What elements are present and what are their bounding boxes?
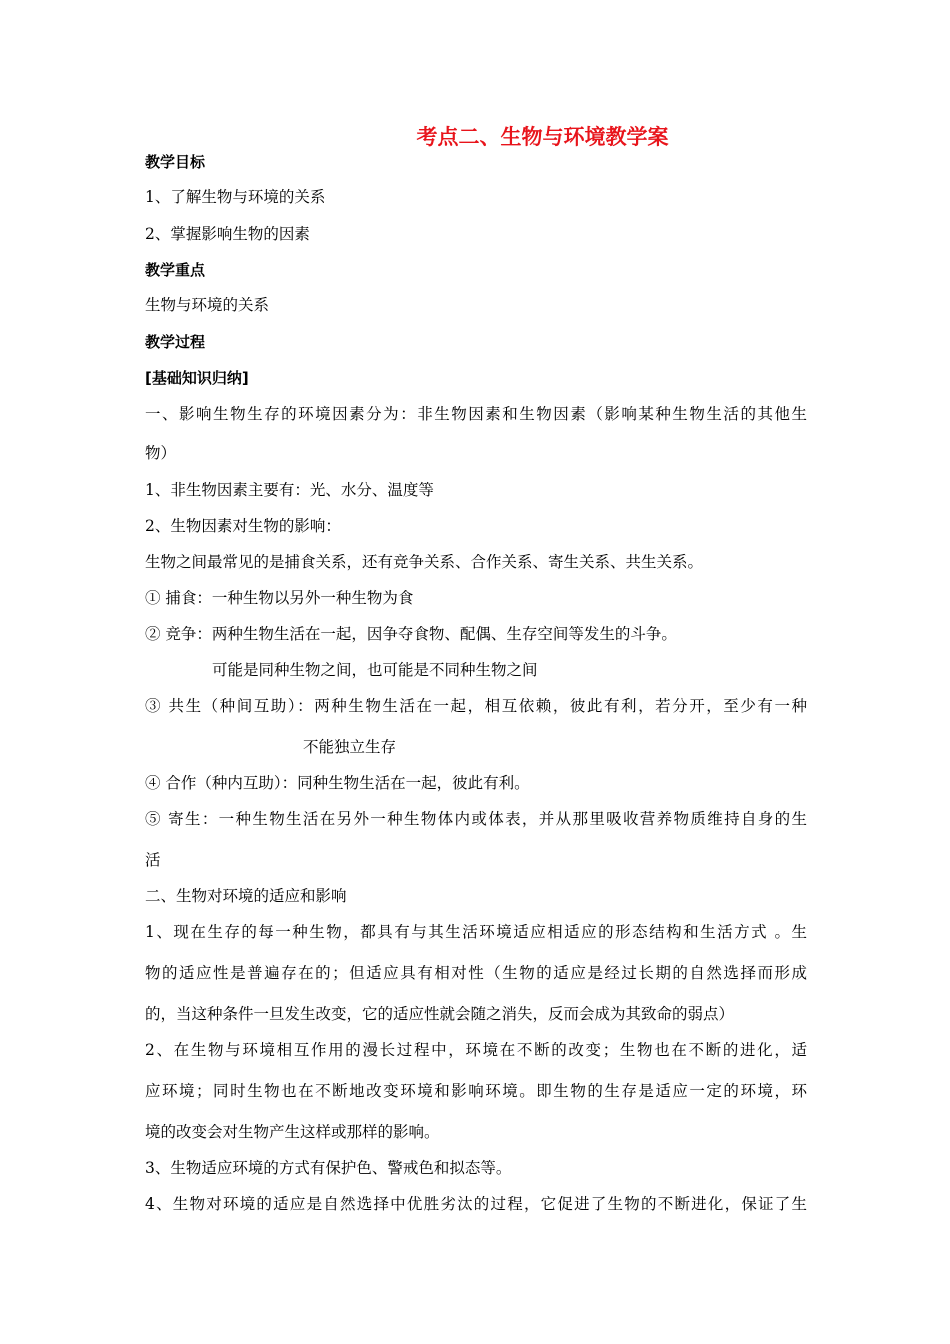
adaptation-p4-line-1: 4、生物对环境的适应是自然选择中优胜劣汰的过程，它促进了生物的不断进化，保证了生	[145, 1195, 807, 1213]
basics-heading: [基础知识归纳]	[145, 369, 249, 387]
factors-intro-line-2: 物）	[145, 444, 177, 462]
key-points-text: 生物与环境的关系	[145, 296, 270, 314]
adaptation-p3: 3、生物适应环境的方式有保护色、警戒色和拟态等。	[145, 1159, 512, 1177]
adaptation-p2-line-3: 境的改变会对生物产生这样或那样的影响。	[145, 1123, 440, 1141]
adaptation-p1-line-2: 物的适应性是普遍存在的；但适应具有相对性（生物的适应是经过长期的自然选择而形成	[145, 964, 807, 982]
parasitism-item: ⑤ 寄生：一种生物生活在另外一种生物体内或体表，并从那里吸收营养物质维持自身的生	[145, 810, 807, 828]
adaptation-p2-line-1: 2、在生物与环境相互作用的漫长过程中，环境在不断的改变；生物也在不断的进化，适	[145, 1041, 807, 1059]
abiotic-factors: 1、非生物因素主要有：光、水分、温度等	[145, 481, 434, 499]
adaptation-p1-line-1: 1、现在生存的每一种生物，都具有与其生活环境适应相适应的形态结构和生活方式 。生	[145, 923, 807, 941]
parasitism-item-end: 活	[145, 851, 161, 869]
process-heading: 教学过程	[145, 333, 206, 351]
adaptation-p2-line-2: 应环境；同时生物也在不断地改变环境和影响环境。即生物的生存是适应一定的环境，环	[145, 1082, 807, 1100]
competition-note: 可能是同种生物之间，也可能是不同种生物之间	[212, 661, 538, 679]
goals-heading: 教学目标	[145, 153, 206, 171]
adaptation-p1-line-3: 的，当这种条件一旦发生改变，它的适应性就会随之消失，反而会成为其致命的弱点）	[145, 1005, 735, 1023]
symbiosis-note: 不能独立生存	[303, 738, 397, 756]
symbiosis-item: ③ 共生（种间互助）：两种生物生活在一起，相互依赖，彼此有利，若分开，至少有一种	[145, 697, 807, 715]
predation-item: ① 捕食：一种生物以另外一种生物为食	[145, 589, 414, 607]
relations-summary: 生物之间最常见的是捕食关系，还有竞争关系、合作关系、寄生关系、共生关系。	[145, 553, 704, 571]
document-title: 考点二、生物与环境教学案	[416, 125, 669, 149]
goal-item-1: 1、了解生物与环境的关系	[145, 188, 326, 206]
key-points-heading: 教学重点	[145, 261, 206, 279]
factors-intro-line-1: 一、影响生物生存的环境因素分为：非生物因素和生物因素（影响某种生物生活的其他生	[145, 405, 807, 423]
competition-item: ② 竞争：两种生物生活在一起，因争夺食物、配偶、生存空间等发生的斗争。	[145, 625, 677, 643]
cooperation-item: ④ 合作（种内互助）：同种生物生活在一起，彼此有利。	[145, 774, 530, 792]
biotic-factors: 2、生物因素对生物的影响：	[145, 517, 341, 535]
adaptation-heading: 二、生物对环境的适应和影响	[145, 887, 347, 905]
goal-item-2: 2、掌握影响生物的因素	[145, 225, 310, 243]
